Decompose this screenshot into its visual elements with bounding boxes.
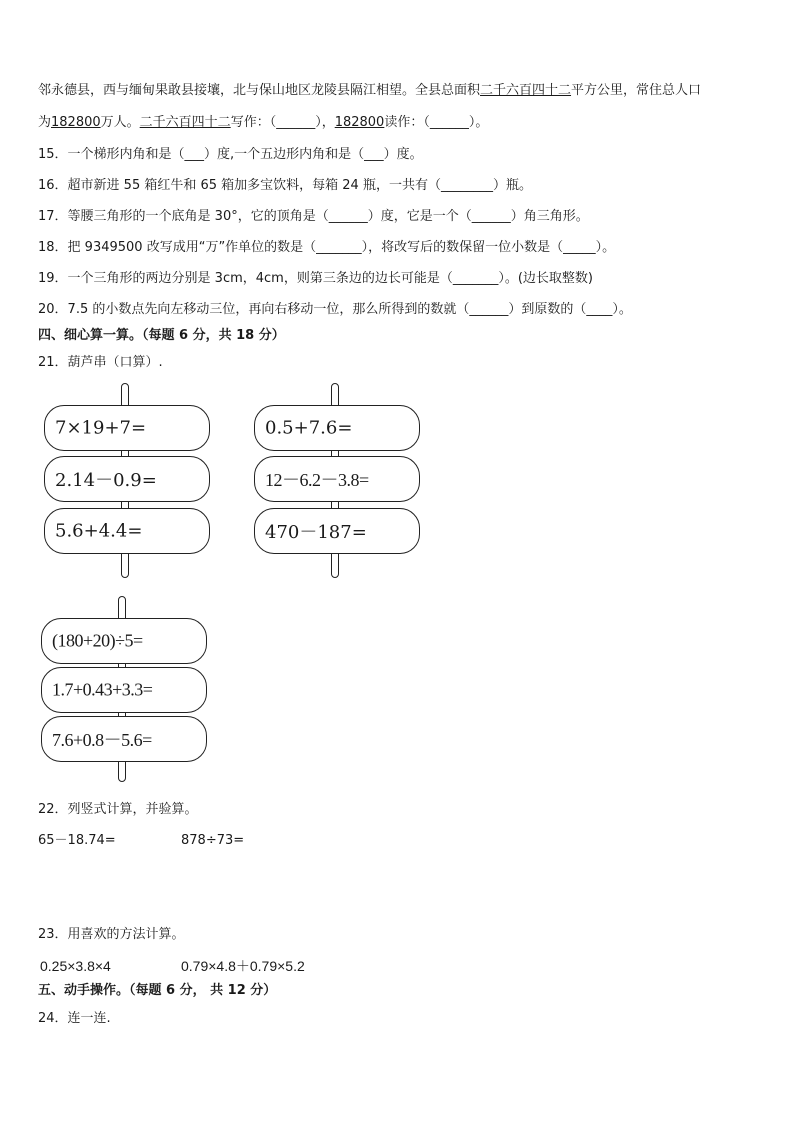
- question-21: 21．葫芦串（口算）.: [38, 355, 163, 370]
- calc-expression: 7×19+7=: [55, 417, 147, 439]
- question-20: 20．7.5 的小数点先向左移动三位，再向右移动一位，那么所得到的数就（______）到原数的（____）。: [38, 302, 632, 317]
- calc-expression: 2.14－0.9=: [55, 470, 157, 491]
- question-17: 17．等腰三角形的一个底角是 30°，它的顶角是（______）度，它是一个（______）角三角形。: [38, 209, 589, 224]
- calabash-bead: [254, 405, 420, 451]
- q23-expression-b: 0.79×4.8＋0.79×5.2: [181, 958, 305, 974]
- calabash-bead: [44, 456, 210, 502]
- q23-expression-a: 0.25×3.8×4: [40, 958, 111, 974]
- question-18: 18．把 9349500 改写成用“万”作单位的数是（_______），将改写后的数保留一位小数是（_____）。: [38, 240, 616, 255]
- calabash-bead: [254, 508, 420, 554]
- question-24: 24．连一连.: [38, 1011, 111, 1026]
- calabash-bead: [41, 667, 207, 713]
- calabash-bead: [41, 716, 207, 762]
- question-16: 16．超市新进 55 箱红牛和 65 箱加多宝饮料，每箱 24 瓶，一共有（________）瓶。: [38, 178, 532, 193]
- intro-text: 为: [38, 115, 52, 130]
- calc-expression: 12－6.2－3.8=: [265, 470, 369, 490]
- question-15: 15．一个梯形内角和是（___）度,一个五边形内角和是（___）度。: [38, 147, 423, 162]
- question-23: 23．用喜欢的方法计算。: [38, 927, 185, 942]
- intro-text: 万人。: [100, 115, 140, 130]
- calc-expression: 5.6+4.4=: [55, 520, 143, 542]
- intro-text: 邻永德县，西与缅甸果敢县接壤，北与保山地区龙陵县隔江相望。全县总面积: [38, 83, 481, 98]
- calc-expression: 0.5+7.6=: [265, 417, 353, 439]
- area-underlined: 二千六百四十二: [480, 83, 572, 98]
- q22-expression-b: 878÷73=: [181, 833, 245, 848]
- intro-text-end: 平方公里，常住总人口: [571, 83, 702, 98]
- calabash-skewer-3: [41, 596, 211, 782]
- q22-expression-a: 65－18.74=: [38, 833, 116, 848]
- intro-text: 写作：（______），: [230, 115, 335, 130]
- population-underlined: 182800: [334, 115, 385, 130]
- calabash-skewer-1: [44, 383, 214, 578]
- intro-line-1: [38, 83, 701, 99]
- calabash-bead: [41, 618, 207, 664]
- intro-text: 读作：（______）。: [384, 115, 489, 130]
- calabash-bead: [254, 456, 420, 502]
- calc-expression: 470－187=: [265, 522, 367, 543]
- population-underlined: 182800: [51, 115, 101, 130]
- calc-expression: 7.6+0.8－5.6=: [52, 730, 152, 750]
- question-19: 19．一个三角形的两边分别是 3cm，4cm，则第三条边的边长可能是（_______）。(边长取整数): [38, 271, 593, 286]
- question-22: 22．列竖式计算，并验算。: [38, 802, 198, 817]
- section-5-heading: 五、动手操作。（每题 6 分， 共 12 分）: [38, 983, 277, 998]
- area-underlined: 二千六百四十二: [139, 115, 231, 130]
- calc-expression: 1.7+0.43+3.3=: [52, 679, 153, 700]
- intro-line-2: [38, 115, 488, 131]
- calc-expression: (180+20)÷5=: [52, 630, 143, 651]
- section-4-heading: 四、细心算一算。（每题 6 分，共 18 分）: [38, 328, 285, 343]
- calabash-bead: [44, 405, 210, 451]
- calabash-bead: [44, 508, 210, 554]
- calabash-skewer-2: [254, 383, 424, 578]
